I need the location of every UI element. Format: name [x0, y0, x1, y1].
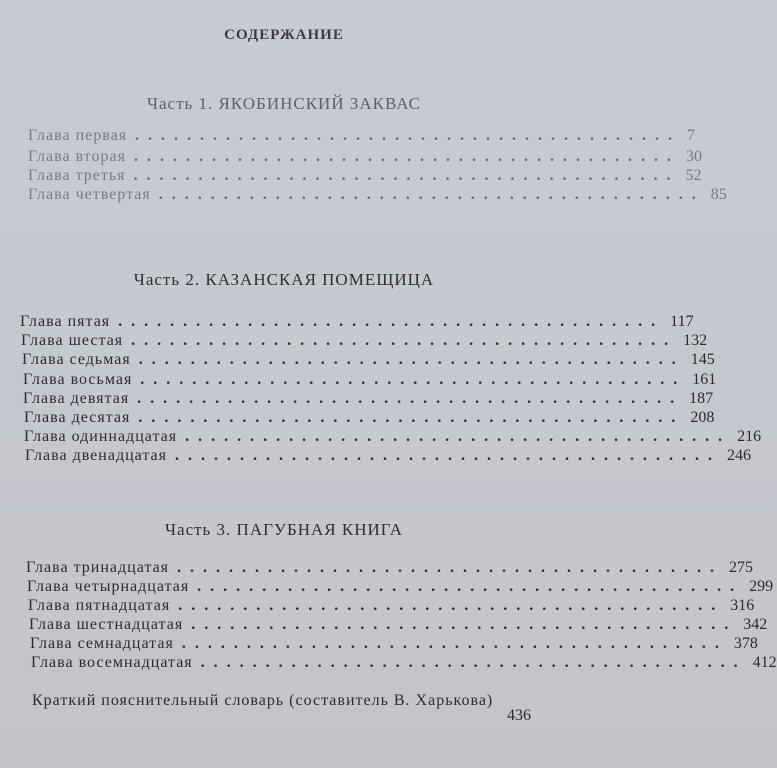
chapter-page: 145	[690, 351, 715, 368]
chapter-label: Глава одиннадцатая	[24, 428, 178, 445]
toc-row-part1-ch3: Глава третья .......................................... 52	[28, 167, 702, 184]
toc-row-part1-ch4: Глава четвертая .......................................... 85	[28, 186, 727, 203]
chapter-page: 132	[683, 332, 708, 349]
chapter-label: Глава третья	[28, 167, 126, 184]
chapter-label: Глава восьмая	[23, 371, 133, 388]
chapter-label: Глава девятая	[23, 390, 130, 407]
chapter-label: Глава десятая	[24, 409, 131, 426]
toc-row-part3-ch15: Глава пятнадцатая .......................................... 316	[28, 597, 755, 614]
chapter-page: 208	[690, 409, 715, 426]
part-2-title: Часть 2. КАЗАНСКАЯ ПОМЕЩИЦА	[133, 270, 435, 289]
glossary-entry-label: Краткий пояснительный словарь (составитель В. Харькова)	[32, 692, 494, 709]
toc-row-part2-ch5: Глава пятая .......................................... 117	[20, 313, 694, 330]
chapter-page: 187	[689, 390, 714, 407]
chapter-label: Глава семнадцатая	[30, 635, 174, 652]
chapter-page: 161	[692, 371, 717, 388]
part-3-title: Часть 3. ПАГУБНАЯ КНИГА	[164, 520, 404, 539]
chapter-label: Глава двенадцатая	[25, 447, 167, 464]
chapter-page: 342	[743, 616, 768, 633]
chapter-label: Глава восемнадцатая	[31, 654, 193, 671]
part-1-title: Часть 1. ЯКОБИНСКИЙ ЗАКВАС	[146, 94, 422, 113]
chapter-label: Глава седьмая	[22, 351, 131, 368]
toc-row-part2-ch7: Глава седьмая .......................................... 145	[22, 351, 715, 368]
toc-row-part1-ch1: Глава первая .......................................... 7	[28, 127, 696, 144]
toc-row-part2-ch6: Глава шестая .......................................... 132	[21, 332, 708, 349]
chapter-label: Глава вторая	[28, 148, 126, 165]
chapter-label: Глава четвертая	[28, 186, 151, 203]
chapter-page: 246	[726, 447, 751, 464]
chapter-label: Глава первая	[28, 127, 128, 144]
page-title: СОДЕРЖАНИЕ	[224, 27, 344, 43]
chapter-label: Глава пятнадцатая	[28, 597, 171, 614]
chapter-page: 30	[685, 148, 702, 165]
chapter-page: 316	[730, 597, 755, 614]
toc-row-part2-ch11: Глава одиннадцатая .......................................... 216	[24, 428, 762, 445]
chapter-page: 412	[752, 654, 777, 671]
toc-row-part1-ch2: Глава вторая .......................................... 30	[28, 148, 702, 165]
toc-row-part3-ch14: Глава четырнадцатая .......................................... 299	[27, 578, 774, 595]
toc-row-part2-ch8: Глава восьмая .......................................... 161	[23, 371, 717, 388]
chapter-label: Глава шестая	[21, 332, 124, 349]
toc-row-part3-ch13: Глава тринадцатая .......................................... 275	[26, 559, 754, 576]
chapter-label: Глава тринадцатая	[26, 559, 170, 576]
chapter-label: Глава шестнадцатая	[29, 616, 184, 633]
glossary-entry-page: 436	[507, 707, 531, 724]
toc-row-part2-ch12: Глава двенадцатая .......................................... 246	[25, 447, 751, 464]
chapter-page: 216	[737, 428, 762, 445]
toc-row-part3-ch18: Глава восемнадцатая .......................................... 412	[31, 654, 777, 671]
toc-row-part2-ch9: Глава девятая .......................................... 187	[23, 390, 714, 407]
chapter-page: 85	[710, 186, 727, 203]
chapter-page: 275	[729, 559, 754, 576]
toc-row-part3-ch16: Глава шестнадцатая .......................................... 342	[29, 616, 768, 633]
chapter-page: 117	[670, 313, 694, 330]
chapter-page: 52	[685, 167, 702, 184]
chapter-page: 7	[687, 127, 696, 144]
toc-row-part3-ch17: Глава семнадцатая .......................................... 378	[30, 635, 758, 652]
chapter-page: 378	[733, 635, 758, 652]
chapter-page: 299	[749, 578, 774, 595]
chapter-label: Глава пятая	[20, 313, 111, 330]
chapter-label: Глава четырнадцатая	[27, 578, 190, 595]
toc-row-part2-ch10: Глава десятая .......................................... 208	[24, 409, 715, 426]
